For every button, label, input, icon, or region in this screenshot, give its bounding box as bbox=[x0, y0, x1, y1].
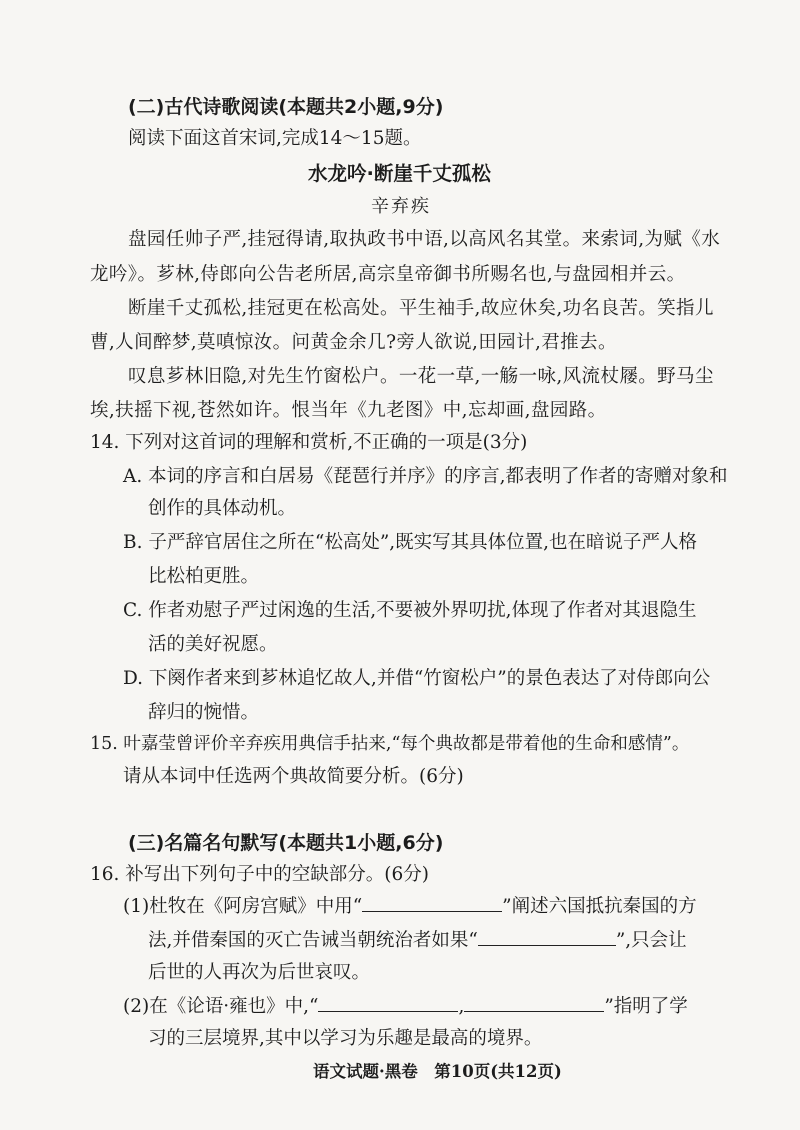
option-a: A. 本词的序言和白居易《琵琶行并序》的序言,都表明了作者的寄赠对象和 bbox=[123, 466, 728, 487]
option-c-cont: 活的美好祝愿。 bbox=[148, 634, 278, 655]
option-d: D. 下阕作者来到芗林追忆故人,并借“竹窗松户”的景色表达了对侍郎向公 bbox=[123, 668, 711, 689]
poem-stanza-line: 曹,人间醉梦,莫嗔惊汝。问黄金余几?旁人欲说,田园计,君推去。 bbox=[90, 332, 617, 353]
poem-author: 辛弃疾 bbox=[371, 196, 431, 217]
section-heading-recitation: (三)名篇名句默写(本题共1小题,6分) bbox=[128, 832, 444, 854]
poem-stanza-line: 叹息芗林旧隐,对先生竹窗松户。一花一草,一觞一咏,风流杖屦。野马尘 bbox=[128, 366, 714, 387]
answer-blank[interactable] bbox=[464, 995, 604, 1012]
answer-blank[interactable] bbox=[362, 895, 502, 912]
option-d-cont: 辞归的惋惜。 bbox=[148, 702, 260, 723]
question-16-part-1: (1)杜牧在《阿房宫赋》中用“ ”阐述六国抵抗秦国的方 bbox=[123, 896, 697, 917]
question-16-part-1-cont: 法,并借秦国的灭亡告诫当朝统治者如果“ ”,只会让 bbox=[148, 930, 687, 951]
section-heading-poetry: (二)古代诗歌阅读(本题共2小题,9分) bbox=[128, 96, 444, 118]
question-15-cont: 请从本词中任选两个典故简要分析。(6分) bbox=[123, 766, 464, 787]
question-14-stem: 14. 下列对这首词的理解和赏析,不正确的一项是(3分) bbox=[90, 432, 528, 453]
option-c: C. 作者劝慰子严过闲逸的生活,不要被外界叨扰,体现了作者对其退隐生 bbox=[123, 600, 697, 621]
poem-preface-line: 盘园任帅子严,挂冠得请,取执政书中语,以高风名其堂。来索词,为赋《水 bbox=[128, 229, 721, 250]
question-15-stem: 15. 叶嘉莹曾评价辛弃疾用典信手拈来,“每个典故都是带着他的生命和感情”。 bbox=[90, 734, 690, 754]
question-16-part-2-cont: 习的三层境界,其中以学习为乐趣是最高的境界。 bbox=[148, 1028, 543, 1049]
option-b-cont: 比松柏更胜。 bbox=[148, 566, 260, 587]
answer-blank[interactable] bbox=[318, 995, 458, 1012]
instruction-text: 阅读下面这首宋词,完成14～15题。 bbox=[128, 128, 422, 149]
poem-preface-line: 龙吟》。芗林,侍郎向公告老所居,高宗皇帝御书所赐名也,与盘园相并云。 bbox=[90, 264, 686, 285]
option-b: B. 子严辞官居住之所在“松高处”,既实写其具体位置,也在暗说子严人格 bbox=[123, 532, 698, 553]
question-16-stem: 16. 补写出下列句子中的空缺部分。(6分) bbox=[90, 864, 430, 885]
page-footer: 语文试题·黑卷 第10页(共12页) bbox=[313, 1062, 562, 1081]
question-16-part-1-end: 后世的人再次为后世哀叹。 bbox=[148, 962, 371, 983]
poem-title: 水龙吟·断崖千丈孤松 bbox=[308, 162, 491, 185]
poem-stanza-line: 埃,扶摇下视,苍然如许。恨当年《九老图》中,忘却画,盘园路。 bbox=[90, 400, 607, 421]
answer-blank[interactable] bbox=[478, 929, 616, 946]
question-16-part-2: (2)在《论语·雍也》中,“ , ”指明了学 bbox=[123, 996, 688, 1017]
poem-stanza-line: 断崖千丈孤松,挂冠更在松高处。平生袖手,故应休矣,功名良苦。笑指儿 bbox=[128, 298, 714, 319]
option-a-cont: 创作的具体动机。 bbox=[148, 498, 297, 519]
